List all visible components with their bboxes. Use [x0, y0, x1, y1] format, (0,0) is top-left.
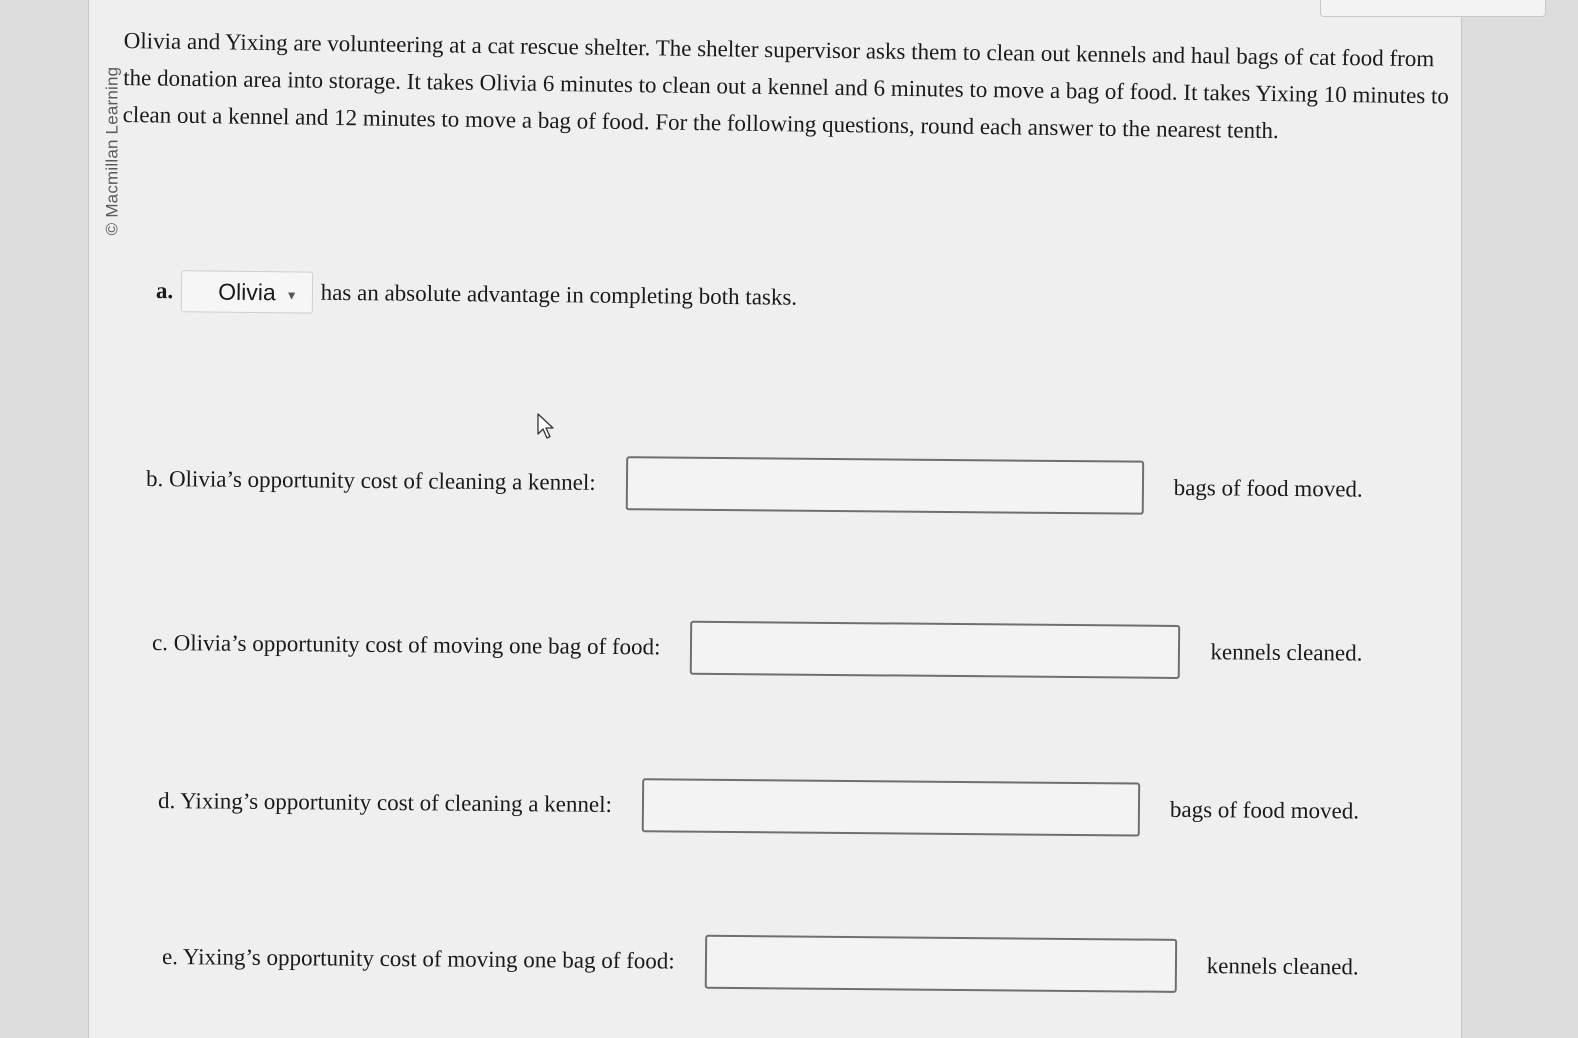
answer-input-e[interactable]: [705, 935, 1177, 993]
chevron-down-icon: ▼: [285, 288, 298, 303]
question-prompt: Olivia and Yixing are volunteering at a cat rescue shelter. The shelter supervisor asks them to clean out kennels and haul bags of cat food from the donation area into storage. It takes Olivia 6 minutes to clean out a kennel and 6 minutes to move a bag of food. It takes Yixing 10 minutes to clean out a kennel and 12 minutes to move a bag of food. For the following questions, round each answer to the nearest tenth.: [122, 27, 1450, 144]
question-c: [152, 616, 1363, 681]
question-e: [162, 930, 1359, 994]
question-d: [158, 774, 1359, 838]
unit-b: bags of food moved.: [1173, 474, 1363, 502]
question-c-text: c. Olivia’s opportunity cost of moving one bag of food:: [151, 630, 661, 660]
copyright-watermark: [101, 46, 123, 256]
question-e-text: e. Yixing’s opportunity cost of moving one bag of food:: [161, 944, 675, 974]
dropdown-selected-value: Olivia: [218, 278, 276, 305]
answer-dropdown[interactable]: [181, 270, 313, 313]
question-b: [146, 452, 1363, 517]
unit-e: kennels cleaned.: [1206, 953, 1359, 980]
question-page: [88, 0, 1462, 1038]
unit-d: bags of food moved.: [1169, 796, 1360, 824]
question-b-text: b. Olivia’s opportunity cost of cleaning a kennel:: [145, 466, 596, 495]
answer-input-c[interactable]: [690, 621, 1180, 679]
question-d-text: d. Yixing’s opportunity cost of cleaning a kennel:: [157, 788, 613, 817]
unit-c: kennels cleaned.: [1210, 639, 1363, 666]
question-a-text: has an absolute advantage in completing both tasks.: [320, 279, 798, 310]
question-a: [156, 270, 798, 319]
top-tab[interactable]: [1320, 0, 1546, 17]
question-a-letter: a.: [155, 278, 174, 304]
watermark-text: © Macmillan Learning: [102, 66, 121, 236]
answer-input-d[interactable]: [642, 778, 1140, 836]
mouse-cursor-icon: [536, 412, 558, 440]
answer-input-b[interactable]: [625, 456, 1143, 515]
